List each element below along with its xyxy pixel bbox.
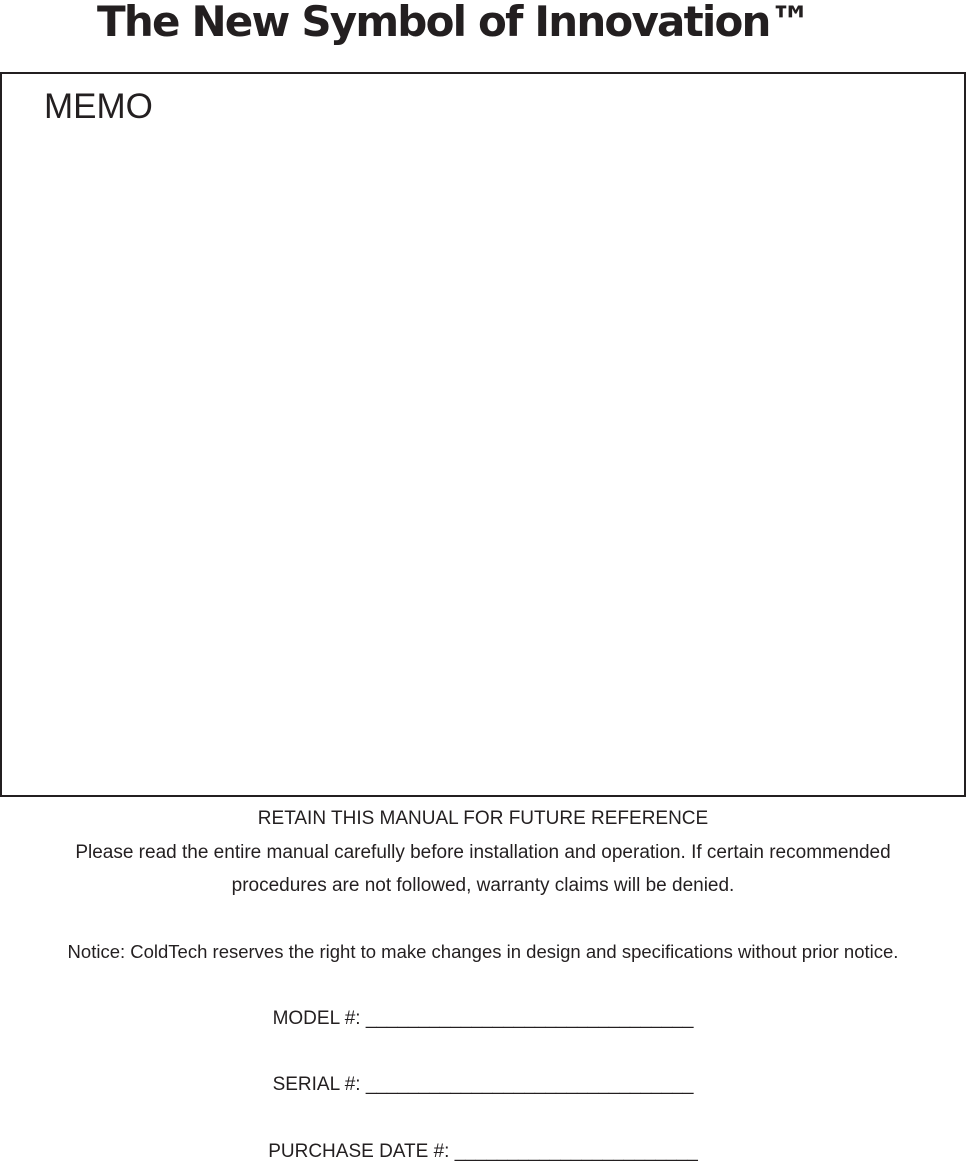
page-title: The New Symbol of Innovation™ xyxy=(97,0,810,46)
read-instructions-line-2: procedures are not followed, warranty claims will be denied. xyxy=(231,875,735,896)
retain-notice: RETAIN THIS MANUAL FOR FUTURE REFERENCE xyxy=(257,808,709,829)
memo-box xyxy=(0,72,966,797)
memo-title: MEMO xyxy=(44,87,153,126)
purchase-date-field: PURCHASE DATE #: _______________________ xyxy=(268,1141,698,1162)
design-change-notice: Notice: ColdTech reserves the right to make changes in design and specifications without prior notice. xyxy=(67,941,899,962)
serial-number-field: SERIAL #: _______________________________ xyxy=(272,1074,694,1095)
read-instructions-line-1: Please read the entire manual carefully before installation and operation. If certain recommended xyxy=(75,842,891,863)
model-number-field: MODEL #: _______________________________ xyxy=(272,1008,694,1029)
